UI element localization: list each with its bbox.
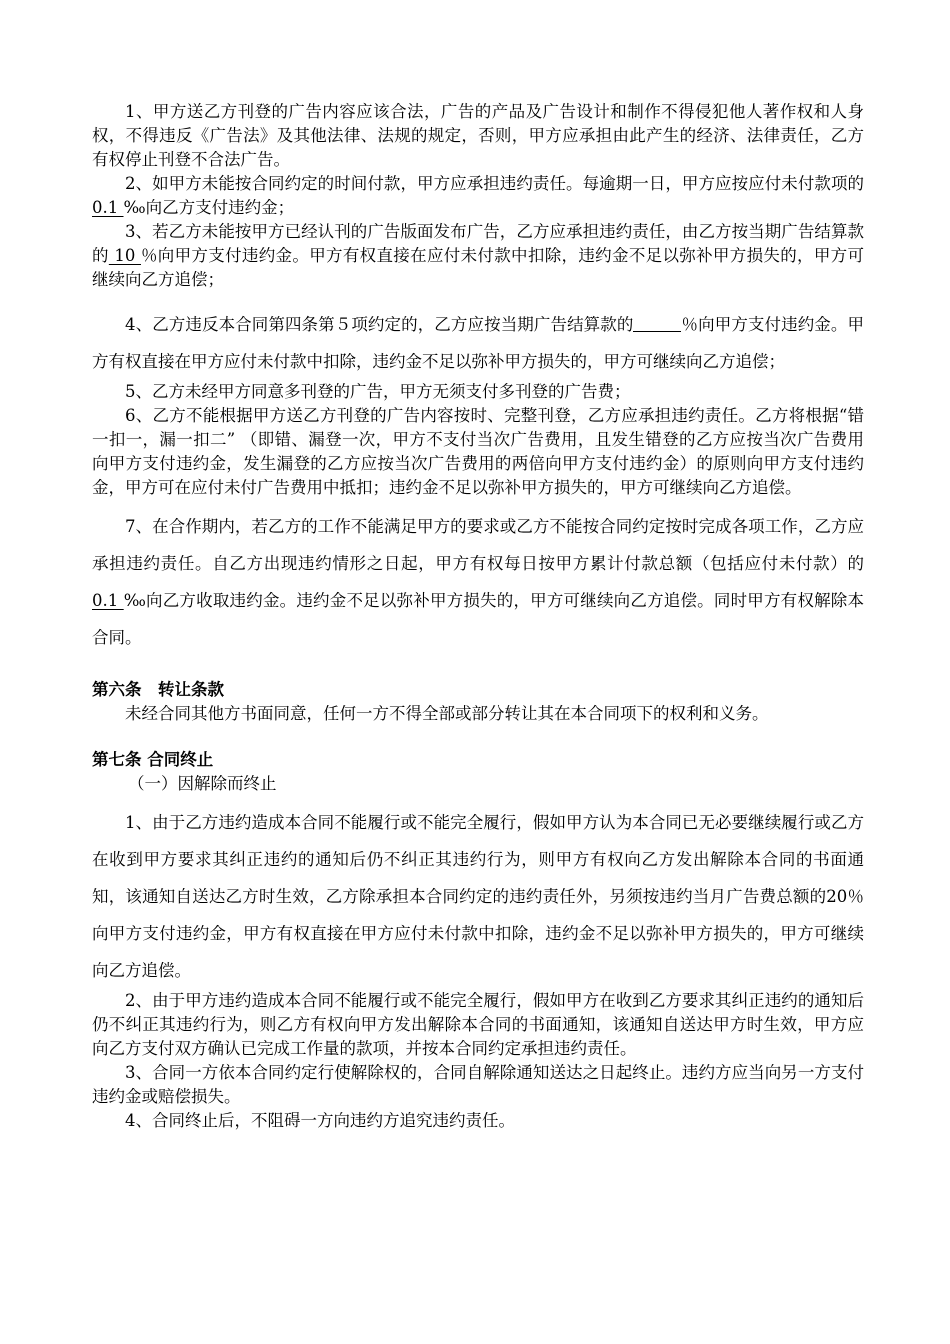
article-7-item-1: 1、由于乙方违约造成本合同不能履行或不能完全履行，假如甲方认为本合同已无必要继续履行或乙方在收到甲方要求其纠正违约的通知后仍不纠正其违约行为，则甲方有权向乙方发出解除本合同的书面通知，该通知自送达乙方时生效，乙方除承担本合同约定的违约责任外，另须按违约当月广告费总额的20％向甲方支付违约金，甲方有权直接在甲方应付未付款中扣除，违约金不足以弥补甲方损失的，甲方可继续向乙方追偿。: [92, 813, 864, 980]
clause-3-text-b: ％向甲方支付违约金。甲方有权直接在应付未付款中扣除，违约金不足以弥补甲方损失的，甲方可继续向乙方追偿；: [92, 246, 865, 289]
clause-2-rate: 0.1: [92, 198, 124, 217]
article-6-heading: 第六条 转让条款: [92, 680, 224, 699]
clause-4-text-a: 4、乙方违反本合同第四条第５项约定的，乙方应按当期广告结算款的: [125, 315, 634, 334]
clause-3-text-a: 3、若乙方未能按甲方已经认刊的广告版面发布广告，乙方应承担违约责任，由乙方按当期广告结算款的: [92, 222, 864, 265]
clause-4-text-b: ％向甲方支付违约金。甲方有权直接在甲方应付未付款中扣除，违约金不足以弥补甲方损失的，甲方可继续向乙方追偿；: [92, 315, 865, 371]
article-6-text: 未经合同其他方书面同意，任何一方不得全部或部分转让其在本合同项下的权利和义务。: [125, 704, 769, 723]
clause-2: [92, 172, 864, 220]
clause-7-text-a: 7、在合作期内，若乙方的工作不能满足甲方的要求或乙方不能按合同约定按时完成各项工作，乙方应承担违约责任。自乙方出现违约情形之日起，甲方有权每日按甲方累计付款总额（包括应付未付款）的: [92, 517, 864, 573]
clause-7-text-b: ‰向乙方收取违约金。违约金不足以弥补甲方损失的，甲方可继续向乙方追偿。同时甲方有权解除本合同。: [92, 591, 864, 647]
article-7-item-2: 2、由于甲方违约造成本合同不能履行或不能完全履行，假如甲方在收到乙方要求其纠正违约的通知后仍不纠正其违约行为，则乙方有权向甲方发出解除本合同的书面通知，该通知自送达甲方时生效，甲方应向乙方支付双方确认已完成工作量的款项，并按本合同约定承担违约责任。: [92, 991, 864, 1058]
clause-6: 6、乙方不能根据甲方送乙方刊登的广告内容按时、完整刊登，乙方应承担违约责任。乙方将根据“错一扣一，漏一扣二” （即错、漏登一次，甲方不支付当次广告费用，且发生错登的乙方应按当次广告费用向甲方支付违约金，发生漏登的乙方应按当次广告费用的两倍向甲方支付违约金）的原则向甲方支付违约金，甲方可在应付未付广告费用中抵扣；违约金不足以弥补甲方损失的，甲方可继续向乙方追偿。: [92, 406, 864, 497]
spacer: [92, 292, 864, 306]
clause-4: [92, 306, 864, 380]
spacer: [92, 726, 864, 748]
article-7-heading: 第七条 合同终止: [92, 750, 214, 769]
spacer: [92, 796, 864, 804]
article-7-item-3: 3、合同一方依本合同约定行使解除权的，合同自解除通知送达之日起终止。违约方应当向另一方支付违约金或赔偿损失。: [92, 1063, 864, 1106]
spacer: [92, 500, 864, 508]
clause-4-blank: [633, 315, 681, 333]
contract-page: [92, 100, 864, 1133]
clause-5: 5、乙方未经甲方同意多刊登的广告，甲方无须支付多刊登的广告费；: [125, 382, 631, 401]
clause-2-text-a: 2、如甲方未能按合同约定的时间付款，甲方应承担违约责任。每逾期一日，甲方应按应付未付款项的: [125, 174, 864, 193]
clause-3: [92, 220, 864, 292]
article-7-item-4: 4、合同终止后，不阻碍一方向违约方追究违约责任。: [125, 1111, 515, 1130]
clause-3-rate: 10: [108, 246, 141, 265]
spacer: [92, 656, 864, 678]
clause-1: 1、甲方送乙方刊登的广告内容应该合法，广告的产品及广告设计和制作不得侵犯他人著作权和人身权，不得违反《广告法》及其他法律、法规的规定，否则，甲方应承担由此产生的经济、法律责任，乙方有权停止刊登不合法广告。: [92, 102, 864, 169]
article-7-subheading: （一）因解除而终止: [128, 774, 277, 793]
clause-7: [92, 508, 864, 656]
clause-7-rate: 0.1: [92, 591, 124, 610]
clause-2-text-b: ‰向乙方支付违约金；: [123, 198, 295, 217]
